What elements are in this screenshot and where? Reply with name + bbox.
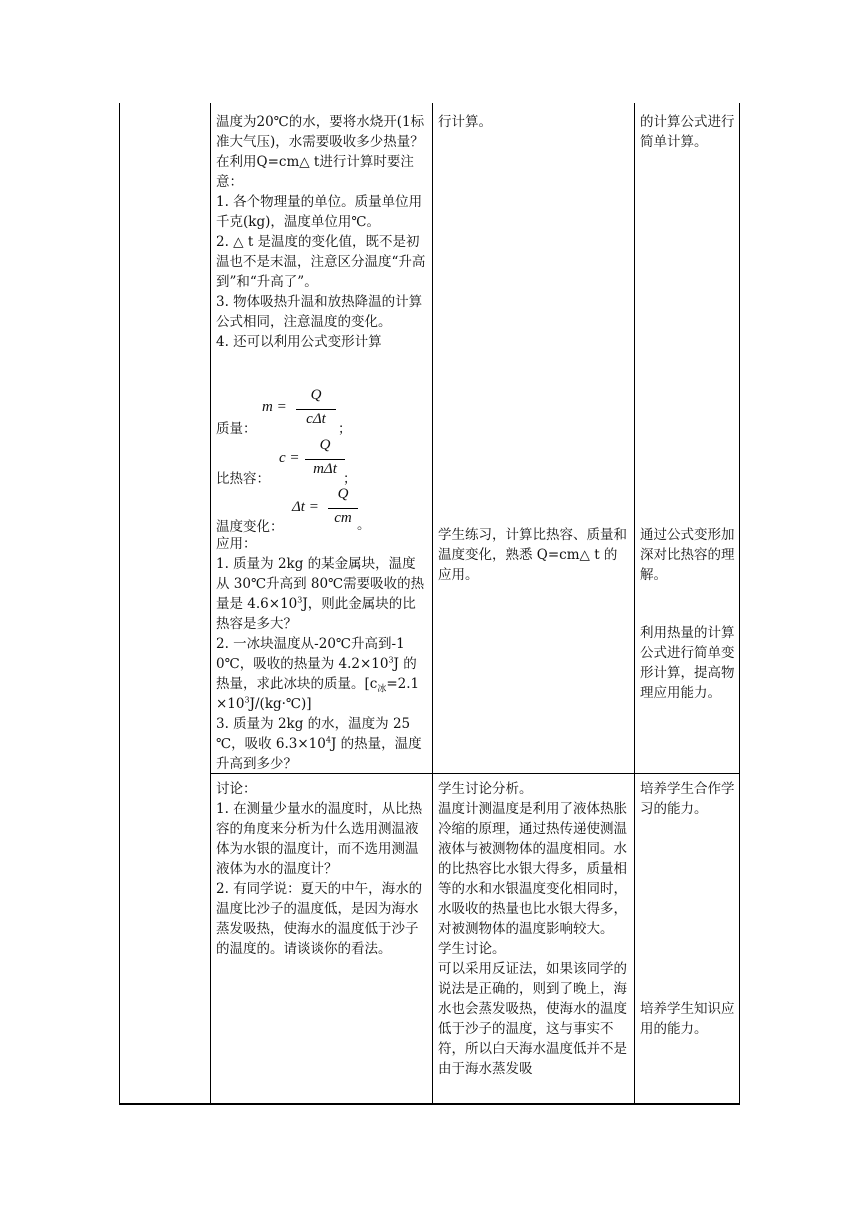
formula-mass-lhs: m = — [262, 399, 287, 415]
design-intent-knowledge: 培养学生知识应用的能力。 — [640, 1001, 735, 1037]
table-divider-1 — [210, 103, 211, 1104]
question-text: 温度为20℃的水，要将水烧开(1标准大气压)，水需要吸收多少热量？ — [216, 114, 425, 150]
discussion-1: 1. 在测量少量水的温度时，从比热容的角度来分析为什么选用测温液体为水银的温度计，而不选用测温液体为水的温度计？ — [216, 801, 423, 877]
mass-semicolon: ； — [338, 421, 352, 437]
discussion-cell — [216, 779, 428, 959]
student-activity-practice: 学生练习，计算比热容、质量和温度变化，熟悉 Q=cm△ t 的应用。 — [438, 527, 627, 583]
table-border-bottom — [119, 1103, 740, 1105]
specific-heat-semicolon: ； — [343, 471, 357, 487]
formula-mass-numerator: Q — [310, 387, 322, 403]
specific-heat-label: 比热容： — [216, 471, 270, 487]
discussion-heading: 讨论： — [216, 781, 257, 797]
note-2: 2. △ t 是温度的变化值，既不是初温也不是末温，注意区分温度“升高到”和“升高了”。 — [216, 234, 426, 290]
discussion-2: 2. 有同学说：夏天的中午，海水的温度比沙子的温度低，是因为海水蒸发吸热，使海水的温度低于沙子的温度的。请谈谈你的看法。 — [216, 881, 423, 957]
formula-t-denominator: cm — [334, 510, 352, 526]
formula-c-lhs: c = — [279, 450, 300, 466]
application-heading: 应用： — [216, 536, 257, 552]
formula-t-bar — [328, 508, 358, 509]
design-intent-top: 的计算公式进行简单计算。 — [640, 114, 735, 150]
formula-mass-denominator: cΔt — [306, 411, 326, 427]
temp-change-period: 。 — [357, 517, 371, 533]
formula-c-numerator: Q — [319, 437, 331, 453]
formula-mass-bar — [296, 409, 336, 410]
problem-3: 3. 质量为 2kg 的水，温度为 25 ℃，吸收 $6.3\times 10^4J$ 的热量，温度升高到多少？ — [216, 716, 422, 772]
problem-1: 1. 质量为 2kg 的某金属块，温度从 30℃升高到 80℃需要吸收的热量是 $4.6\times 10^3J$，则此金属块的比热容是多大？ — [216, 556, 425, 632]
formula-c-bar — [305, 459, 345, 460]
design-intent-cooperation: 培养学生合作学习的能力。 — [640, 781, 735, 817]
table-divider-3 — [634, 103, 635, 1104]
design-intent-formula: 通过公式变形加深对比热容的理解。 — [640, 527, 735, 583]
student-activity-top: 行计算。 — [438, 114, 492, 130]
mass-label: 质量： — [216, 421, 257, 437]
table-border-left — [119, 103, 120, 1104]
note-4: 4. 还可以利用公式变形计算 — [216, 334, 382, 350]
note-3: 3. 物体吸热升温和放热降温的计算公式相同，注意温度的变化。 — [216, 294, 423, 330]
formula-c-denominator: mΔt — [313, 461, 337, 477]
note-heading: 在利用Q=cm△ t进行计算时要注意： — [216, 154, 414, 190]
problem-2: 2. 一冰块温度从-20℃升高到-10℃，吸收的热量为 $4.2\times 10^3J$ 的热量，求此冰块的质量。$[c_冰=2.1\times 10^3J/(kg\cdot℃)]$ — [216, 636, 420, 712]
table-divider-2 — [432, 103, 433, 1104]
design-intent-application: 利用热量的计算公式进行简单变形计算，提高物理应用能力。 — [640, 625, 735, 701]
application-cell — [216, 534, 428, 774]
student-activity-discussion: 学生讨论分析。 温度计测温度是利用了液体热胀冷缩的原理，通过热传递使测温液体与被测物体的温度相同。水的比热容比水银大得多，质量相等的水和水银温度变化相同时，水吸收的热量也比水银大得多，对被测物体的温度影响较大。 学生讨论。 可以采用反证法，如果该同学的说法是正确的，则到了晚上，海水也会蒸发吸热，使海水的温度低于沙子的温度，这与事实不符，所以白天海水温度低并不是由于海水蒸发吸 — [438, 781, 627, 1077]
note-1: 1. 各个物理量的单位。质量单位用千克(kg)，温度单位用℃。 — [216, 194, 423, 230]
teaching-content-cell — [216, 112, 428, 352]
temp-change-label: 温度变化： — [216, 519, 284, 535]
formula-t-numerator: Q — [337, 486, 349, 502]
formula-t-lhs: Δt = — [292, 499, 319, 515]
table-border-right — [739, 103, 740, 1104]
